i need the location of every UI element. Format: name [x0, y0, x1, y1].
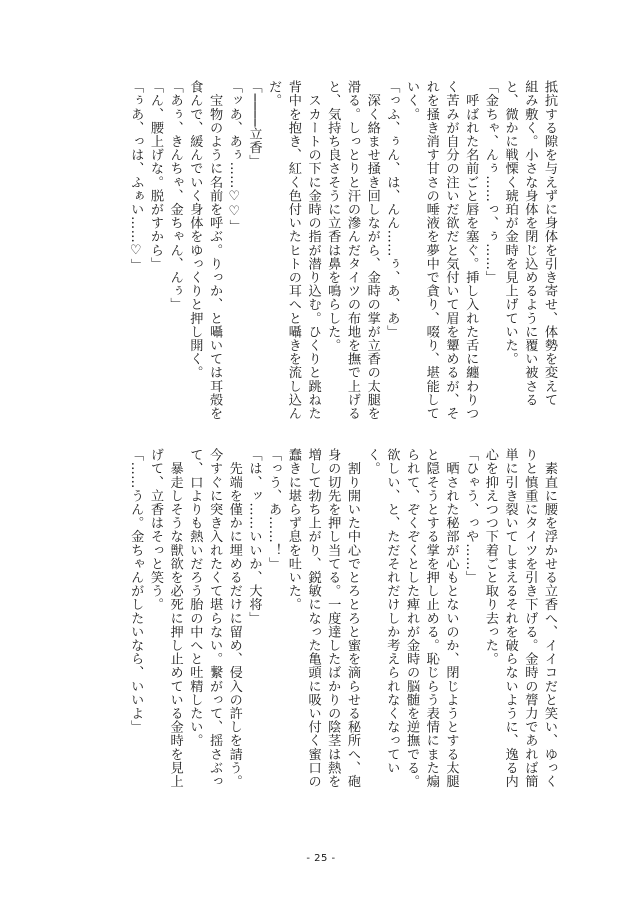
text-line: 「ひゃう、っや……」 — [463, 448, 479, 584]
text-line: 単に引き裂いてしまえるそれを破らないように、逸る内 — [502, 448, 518, 788]
text-line: だ。 — [266, 80, 282, 108]
text-line: りと慎重にタイツを引き下げる。金時の膂力であれば簡 — [522, 448, 538, 788]
text-block-top — [79, 80, 559, 425]
text-line: 晒された秘部が心もとないのか、閉じようとする太腿 — [443, 448, 459, 788]
text-line: 「あぅ、きんちゃ、金ちゃん、んぅ」 — [167, 80, 183, 312]
text-line: 「ん、腰上げな。脱がすから」 — [147, 80, 163, 271]
text-line: 組み敷く。小さな身体を閉じ込めるように覆い被さる — [522, 80, 538, 407]
text-line: れを掻き消す甘さの唾液を夢中で貪り、啜り、堪能して — [423, 80, 439, 420]
text-line: 欲しい、と、ただそれだけしか考えられなくなってい — [384, 448, 400, 775]
text-line: 心を抑えつつ下着ごと取り去った。 — [482, 448, 498, 666]
text-line: 暴走しそうな獣欲を必死に押し止めている金時を見上 — [167, 448, 183, 788]
text-line: 増して勃ち上がり、鋭敏になった亀頭に吸い付く蜜口の — [305, 448, 321, 788]
text-line: く。 — [364, 448, 380, 476]
text-line: 先端を僅かに埋めるだけに留め、侵入の許しを請う。 — [226, 448, 242, 788]
text-line: 食んで、緩んでいく身体をゆっくりと押し開く。 — [187, 80, 203, 380]
text-line: と隠そうとする掌を押し止める。恥じらう表情にまた煽 — [423, 448, 439, 788]
text-line: 宝物のように名前を呼ぶ。りっか、と囁いては耳殻を — [207, 80, 223, 420]
text-line: と、微かに戦慄く琥珀が金時を見上げていた。 — [502, 80, 518, 366]
text-line: いく。 — [404, 80, 420, 121]
text-line: 今すぐに突き入れたくて堪らない。繋がって、揺さぶっ — [207, 448, 223, 788]
text-line: スカートの下に金時の指が潜り込む。ひくりと跳ねた — [305, 80, 321, 420]
text-line: 「────立香」 — [246, 80, 262, 168]
page-number: - 25 - — [306, 853, 336, 864]
text-line: 「っふ、ぅん、は、んん……ぅ、あ、あ」 — [384, 80, 400, 339]
text-line: 背中を抱き、紅く色付いたヒトの耳へと囁きを流し込ん — [285, 80, 301, 420]
text-block-bottom — [79, 448, 559, 793]
text-line: 深く絡ませ掻き回しながら、金時の掌が立香の太腿を — [364, 80, 380, 420]
text-line: 「っう、あ……！」 — [266, 448, 282, 571]
text-line: 呼ばれた名前ごと唇を塞ぐ。挿し入れた舌に纏わりつ — [463, 80, 479, 420]
text-line: 「ッあ、あぅ……♡♡」 — [226, 80, 242, 234]
text-line: く苦みが自分の注いだ欲だと気付いて眉を顰めるが、そ — [443, 80, 459, 420]
text-line: げて、立香はそっと笑う。 — [147, 448, 163, 612]
text-line: 抵抗する隙を与えずに身体を引き寄せ、体勢を変えて — [542, 80, 557, 407]
text-line: 身の切先を押し当てる。一度達したばかりの陰茎は熱を — [325, 448, 341, 788]
text-line: と、気持ち良さそうに立香は鼻を鳴らした。 — [325, 80, 341, 352]
text-line: 割り開いた中心でとろとろと蜜を滴らせる秘所へ、砲 — [344, 448, 360, 788]
text-line: られて、ぞくぞくとした痺れが金時の脳髄を逆撫でる。 — [404, 448, 420, 788]
text-line: 「金ちゃ、んぅ……っ、ぅ……」 — [482, 80, 498, 284]
text-line: 蠢きに堪らず息を吐いた。 — [285, 448, 301, 612]
text-line: 素直に腰を浮かせる立香へ、イイコだと笑い、ゆっく — [542, 448, 557, 788]
text-line: 「ぅあ、っは、ふぁい……♡」 — [128, 80, 144, 273]
text-line: 滑る。しっとりと汗の滲んだタイツの布地を撫で上げる — [344, 80, 360, 420]
text-line: 「は、ッ……いいか、大将」 — [246, 448, 262, 625]
text-line: て、口よりも熱いだろう胎の中へと吐精したい。 — [187, 448, 203, 748]
text-line: 「……うん。金ちゃんがしたいなら、いいよ」 — [128, 448, 144, 734]
